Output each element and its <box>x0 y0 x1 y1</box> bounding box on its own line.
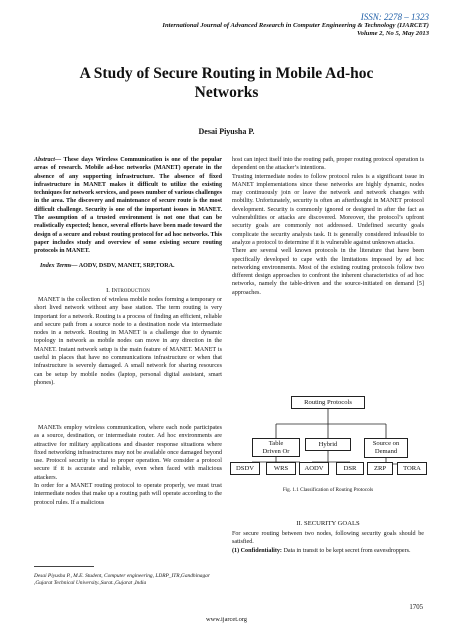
journal-volume: Volume 2, No 5, May 2013 <box>357 30 429 38</box>
paragraph: MANETs employ wireless communication, where each node participates as a source, destination, or intermediate router. Ad hoc environments are attractive for military applications and disaster response situations where fixed networking infrastructures may not be available once damaged beyond use. Protocol security is vital to proper operation. We consider a protocol secure if it is accurate and reliable, even when faced with malicious attackers. <box>34 425 222 481</box>
diagram-node-table-driven: Table Driven Or <box>252 438 300 457</box>
section-numeral: I. <box>106 287 110 294</box>
diagram-leaf-zrp: ZRP <box>367 462 393 475</box>
author: Desai Piyusha P. <box>198 127 255 136</box>
diagram-leaf-tora: TORA <box>397 462 427 475</box>
section-title: Introduction <box>111 287 150 294</box>
diagram-leaf-aodv: AODV <box>299 462 329 475</box>
paragraph: host can inject itself into the routing path, proper routing protocol operation is dependent on the attacker’s intentions. <box>232 157 424 172</box>
diagram-leaf-dsdv: DSDV <box>230 462 260 475</box>
diagram-leaf-wrs: WRS <box>266 462 296 475</box>
paragraph: In order for a MANET routing protocol to operate properly, we must trust intermediate nodes that make up a routing path will operate according to the protocol rules. If a malicious <box>34 483 222 506</box>
page-number: 1705 <box>409 604 423 611</box>
abstract-text: These days Wireless Communication is one of the popular areas of research. Mobile ad-hoc networks (MANET) operate in the absence of any supporting infrastructure. The absence of fixed infrastructure in MANET makes it difficult to utilize the existing techniques for network services, and poses number of various challenges in the area. The discovery and maintenance of secure route is the most difficult challenge. Security is one of the important issues in MANET. The assumption of a trusted environment is not one that can be realistically expected; hence, several efforts have been made toward the design of a secure and robust routing protocol for ad hoc networks. This paper includes study and overview of some existing secure routing protocols in MANET. <box>34 157 223 255</box>
paragraph: MANET is the collection of wireless mobile nodes forming a temporary or short lived network without any base station. The term routing is very important for a network. Routing is a process of finding an efficient, reliable and secure path from a source node to a destination node via intermediate nodes in a network. Routing in MANET is a challenge due to dynamic topology in network as mobile nodes can move in any direction in the MANET. Instant network setup is the main feature of MANET. MANET is useful in places that have no communications infrastructure or when that infrastructure is severely damaged. A small network for sharing resources can be setup by mobile nodes (laptop, personal digital assistant, smart phones). <box>34 297 222 386</box>
footnote: Desai Piyusha P., M.E. Student, Computer engineering, LDRP_ITR,Gandhinagar ,Gujarat Technical University.,Surat.,Gujarat ,India <box>34 573 210 586</box>
figure-caption: Fig. 1.1 Classification of Routing Protocols <box>282 487 374 493</box>
paragraph <box>232 547 424 555</box>
paragraph: For secure routing between two nodes, following security goals should be satisfied. <box>232 531 424 546</box>
security-text <box>232 530 424 555</box>
issn: ISSN: 2278 – 1323 <box>360 12 429 22</box>
confidentiality-text: Data in transit to be kept secret from eavesdroppers. <box>281 547 411 554</box>
diagram-root-routing-protocols: Routing Protocols <box>291 396 365 409</box>
section-heading-security: II. SECURITY GOALS <box>296 520 360 527</box>
journal-name: International Journal of Advanced Research in Computer Engineering & Technology (IJARCET) <box>162 22 429 29</box>
confidentiality-label: (1) Confidentiality: <box>232 547 282 554</box>
paragraph: Trusting intermediate nodes to follow protocol rules is a significant issue in MANET implementations since these networks are highly dynamic, nodes may continuously join or leave the network and network changes with mobility. Unfortunately, security is often an afterthought in MANET protocol development. Security is commonly ignored or designed in after the fact as vulnerabilities or attacks are discovered. Moreover, the protocol’s upfront security goals are commonly not addressed. Undefined security goals complicate the security analysis task. It is generally considered infeasible to analyze a protocol to determine if it is vulnerable against unknown attacks. <box>232 173 424 246</box>
website: www.ijarcet.org <box>206 616 247 623</box>
index-terms-text: AODV, DSDV, MANET, SRP,TORA. <box>77 263 175 269</box>
abstract-label: Abstract— <box>34 157 62 163</box>
diagram-node-source-on-demand: Source on Demand <box>364 438 408 458</box>
title-line-2: Networks <box>194 84 259 101</box>
paragraph: There are several well known protocols in the literature that have been specifically developed to cape with the limitations imposed by ad hoc networking environments. Most of the existing routing protocols follow two different design approaches to confront the inherent characteristics of ad hoc networks, namely the table-driven and the source-initiated on demand [5] approaches. <box>232 248 424 296</box>
diagram-node-hybrid: Hybrid <box>305 438 351 451</box>
title-line-1: A Study of Secure Routing in Mobile Ad-hoc <box>79 65 374 82</box>
diagram-leaf-dsr: DSR <box>336 462 364 475</box>
index-terms-label: Index Terms— <box>40 263 78 269</box>
